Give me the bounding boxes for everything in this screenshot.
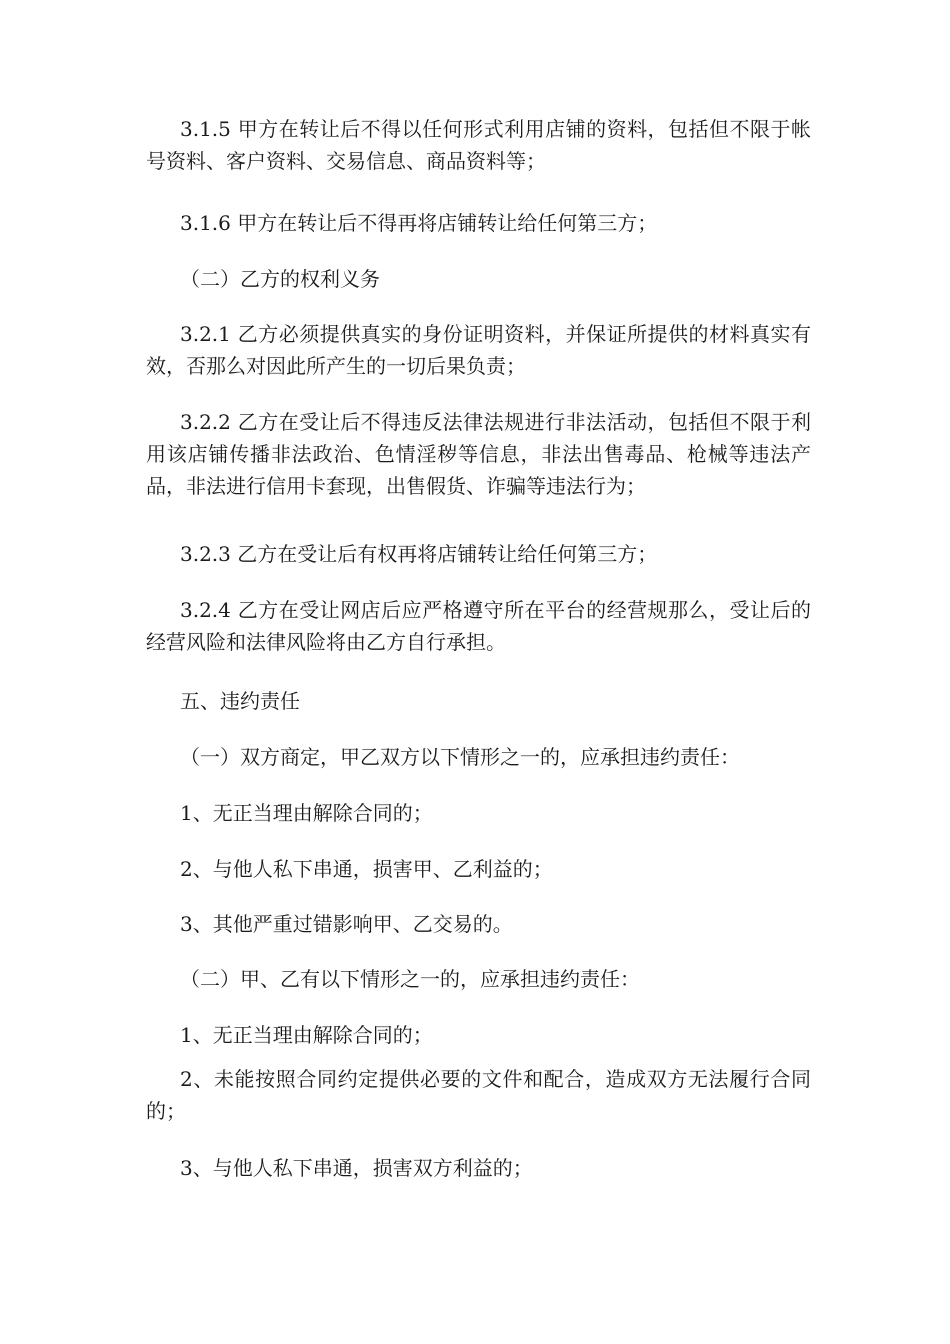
list-item-2-b: 2、未能按照合同约定提供必要的文件和配合，造成双方无法履行合同的； [146,1067,811,1123]
section-heading-party-b-rights: （二）乙方的权利义务 [180,267,380,291]
section-heading-breach-liability: 五、违约责任 [180,689,300,713]
subsection-heading-mutual-breach: （一）双方商定，甲乙双方以下情形之一的，应承担违约责任： [180,745,740,769]
clause-3-1-5: 3.1.5 甲方在转让后不得以任何形式利用店铺的资料，包括但不限于帐号资料、客户资料、交易信息、商品资料等； [146,117,811,173]
clause-3-2-3: 3.2.3 乙方在受让后有权再将店铺转让给任何第三方； [180,542,658,566]
list-item-3: 3、其他严重过错影响甲、乙交易的。 [180,912,513,936]
clause-3-2-4: 3.2.4 乙方在受让网店后应严格遵守所在平台的经营规那么，受让后的经营风险和法律风险将由乙方自行承担。 [146,598,811,654]
list-item-3-b: 3、与他人私下串通，损害双方利益的； [180,1156,533,1180]
list-item-2: 2、与他人私下串通，损害甲、乙利益的； [180,857,553,881]
subsection-heading-party-breach: （二）甲、乙有以下情形之一的，应承担违约责任： [180,967,640,991]
list-item-1: 1、无正当理由解除合同的； [180,801,433,825]
clause-3-2-1: 3.2.1 乙方必须提供真实的身份证明资料，并保证所提供的材料真实有效，否那么对因此所产生的一切后果负责； [146,322,811,378]
clause-3-1-6: 3.1.6 甲方在转让后不得再将店铺转让给任何第三方； [180,211,658,235]
list-item-1-b: 1、无正当理由解除合同的； [180,1023,433,1047]
clause-3-2-2: 3.2.2 乙方在受让后不得违反法律法规进行非法活动，包括但不限于利用该店铺传播非法政治、色情淫秽等信息，非法出售毒品、枪械等违法产品，非法进行信用卡套现，出售假货、诈骗等违法行为； [146,410,811,498]
